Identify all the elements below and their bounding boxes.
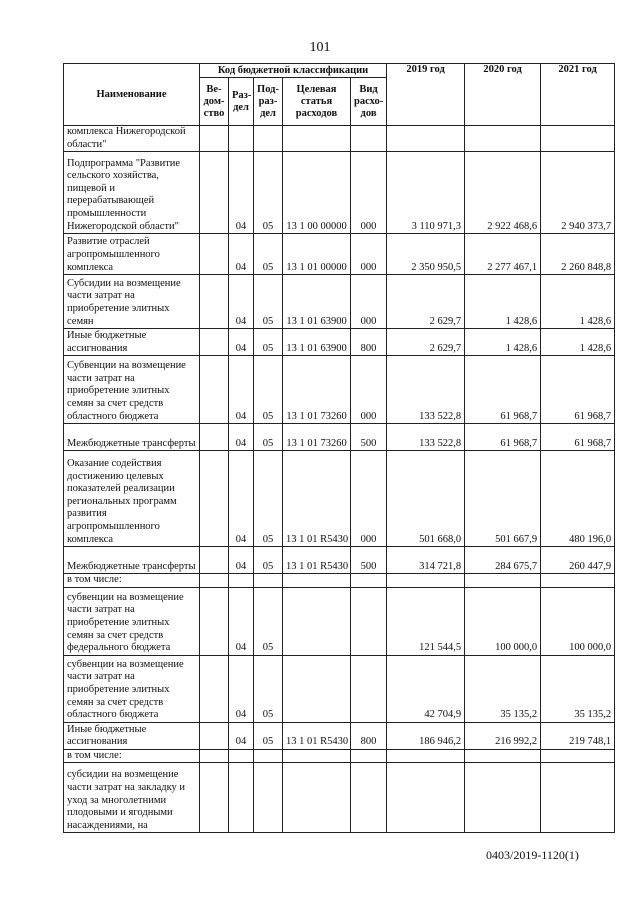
cell-razdel: 04: [229, 329, 254, 356]
cell-podrazdel: 05: [254, 152, 283, 234]
cell-celevaya: 13 1 01 63900: [283, 275, 351, 329]
cell-razdel: [229, 126, 254, 152]
cell-vid: 500: [351, 547, 387, 574]
header-podrazdel: Под-раз-дел: [254, 78, 283, 126]
cell-vedomstvo: [200, 574, 229, 588]
cell-2021: 480 196,0: [541, 451, 615, 547]
cell-podrazdel: 05: [254, 424, 283, 451]
cell-2020: 501 667,9: [465, 451, 541, 547]
cell-2021: [541, 763, 615, 833]
cell-celevaya: 13 1 01 R5430: [283, 451, 351, 547]
document-code: 0403/2019-1120(1): [486, 848, 579, 862]
cell-celevaya: 13 1 01 R5430: [283, 547, 351, 574]
cell-vid: 800: [351, 722, 387, 749]
cell-podrazdel: 05: [254, 275, 283, 329]
header-vedomstvo: Ве-дом-ство: [200, 78, 229, 126]
cell-celevaya: 13 1 01 73260: [283, 356, 351, 424]
cell-vedomstvo: [200, 424, 229, 451]
cell-razdel: [229, 574, 254, 588]
cell-vedomstvo: [200, 722, 229, 749]
cell-2021: 2 940 373,7: [541, 152, 615, 234]
cell-celevaya: [283, 749, 351, 763]
cell-name: Развитие отраслей агропромышленного комплекса: [64, 234, 200, 275]
header-kbk-group: Код бюджетной классификации: [200, 64, 387, 78]
table-row: [64, 424, 615, 451]
cell-celevaya: 13 1 01 00000: [283, 234, 351, 275]
cell-celevaya: [283, 574, 351, 588]
table-row: [64, 655, 615, 722]
cell-2021: 2 260 848,8: [541, 234, 615, 275]
cell-2021: 61 968,7: [541, 356, 615, 424]
cell-celevaya: 13 1 01 73260: [283, 424, 351, 451]
cell-2020: [465, 574, 541, 588]
table-row: [64, 749, 615, 763]
cell-2019: 3 110 971,3: [387, 152, 465, 234]
header-razdel: Раз-дел: [229, 78, 254, 126]
cell-2019: 121 544,5: [387, 587, 465, 655]
cell-vid: 000: [351, 152, 387, 234]
cell-2019: 2 629,7: [387, 329, 465, 356]
cell-vid: [351, 749, 387, 763]
cell-vid: 800: [351, 329, 387, 356]
cell-2020: [465, 763, 541, 833]
cell-name: Оказание содействия достижению целевых показателей реализации региональных программ развития агропромышленного комплекса: [64, 451, 200, 547]
header-celevaya: Целевая статья расходов: [283, 78, 351, 126]
cell-2020: 100 000,0: [465, 587, 541, 655]
cell-name: Иные бюджетные ассигнования: [64, 329, 200, 356]
cell-vid: [351, 574, 387, 588]
table-row: [64, 722, 615, 749]
cell-razdel: 04: [229, 275, 254, 329]
cell-name: Субвенции на возмещение части затрат на приобретение элитных семян за счет средств областного бюджета: [64, 356, 200, 424]
cell-celevaya: 13 1 01 R5430: [283, 722, 351, 749]
cell-razdel: 04: [229, 722, 254, 749]
cell-name: в том числе:: [64, 749, 200, 763]
cell-name: в том числе:: [64, 574, 200, 588]
cell-vedomstvo: [200, 763, 229, 833]
cell-podrazdel: 05: [254, 655, 283, 722]
cell-vid: 000: [351, 451, 387, 547]
cell-2021: [541, 126, 615, 152]
cell-podrazdel: [254, 749, 283, 763]
cell-2019: [387, 126, 465, 152]
cell-2020: 1 428,6: [465, 275, 541, 329]
header-2021: 2021 год: [541, 64, 615, 126]
cell-2021: [541, 574, 615, 588]
cell-razdel: 04: [229, 587, 254, 655]
cell-podrazdel: 05: [254, 329, 283, 356]
cell-2020: 35 135,2: [465, 655, 541, 722]
cell-2021: [541, 749, 615, 763]
cell-2021: 219 748,1: [541, 722, 615, 749]
cell-2021: 61 968,7: [541, 424, 615, 451]
cell-name: Межбюджетные трансферты: [64, 424, 200, 451]
cell-2020: [465, 749, 541, 763]
cell-vedomstvo: [200, 275, 229, 329]
table-row: [64, 275, 615, 329]
cell-name: комплекса Нижегородской области": [64, 126, 200, 152]
table-row: [64, 547, 615, 574]
cell-vid: [351, 655, 387, 722]
page-number: 101: [309, 40, 331, 55]
cell-celevaya: [283, 126, 351, 152]
cell-vid: [351, 587, 387, 655]
cell-podrazdel: [254, 574, 283, 588]
cell-razdel: 04: [229, 547, 254, 574]
cell-name: субсидии на возмещение части затрат на закладку и уход за многолетними плодовыми и ягодными насаждениями, на: [64, 763, 200, 833]
table-row: [64, 587, 615, 655]
table-row: [64, 356, 615, 424]
cell-celevaya: 13 1 01 63900: [283, 329, 351, 356]
cell-podrazdel: 05: [254, 722, 283, 749]
cell-razdel: [229, 763, 254, 833]
cell-vid: 500: [351, 424, 387, 451]
cell-vedomstvo: [200, 749, 229, 763]
cell-razdel: 04: [229, 451, 254, 547]
cell-vedomstvo: [200, 451, 229, 547]
header-name: Наименование: [64, 64, 200, 126]
cell-name: Подпрограмма "Развитие сельского хозяйства, пищевой и перерабатывающей промышленности Нижегородской области": [64, 152, 200, 234]
table-body: [64, 126, 615, 833]
cell-celevaya: [283, 655, 351, 722]
cell-2019: 501 668,0: [387, 451, 465, 547]
cell-2021: 1 428,6: [541, 329, 615, 356]
cell-2019: 42 704,9: [387, 655, 465, 722]
cell-podrazdel: 05: [254, 234, 283, 275]
cell-2021: 260 447,9: [541, 547, 615, 574]
table-row: [64, 574, 615, 588]
cell-vedomstvo: [200, 587, 229, 655]
table-row: [64, 234, 615, 275]
cell-name: Субсидии на возмещение части затрат на приобретение элитных семян: [64, 275, 200, 329]
cell-2021: 100 000,0: [541, 587, 615, 655]
cell-2019: 133 522,8: [387, 424, 465, 451]
cell-2019: 133 522,8: [387, 356, 465, 424]
cell-2020: 61 968,7: [465, 356, 541, 424]
cell-podrazdel: 05: [254, 587, 283, 655]
cell-razdel: 04: [229, 234, 254, 275]
table-row: [64, 126, 615, 152]
header-vid: Вид расхо-дов: [351, 78, 387, 126]
cell-2021: 1 428,6: [541, 275, 615, 329]
cell-2021: 35 135,2: [541, 655, 615, 722]
cell-name: субвенции на возмещение части затрат на приобретение элитных семян за счет средств областного бюджета: [64, 655, 200, 722]
cell-vid: [351, 763, 387, 833]
header-2019: 2019 год: [387, 64, 465, 126]
cell-2020: 2 922 468,6: [465, 152, 541, 234]
cell-razdel: 04: [229, 152, 254, 234]
cell-2020: 2 277 467,1: [465, 234, 541, 275]
cell-razdel: 04: [229, 655, 254, 722]
cell-vedomstvo: [200, 655, 229, 722]
budget-table: [63, 63, 615, 833]
cell-podrazdel: [254, 763, 283, 833]
cell-podrazdel: 05: [254, 356, 283, 424]
cell-celevaya: [283, 763, 351, 833]
cell-podrazdel: 05: [254, 547, 283, 574]
cell-vedomstvo: [200, 126, 229, 152]
cell-vedomstvo: [200, 356, 229, 424]
cell-vedomstvo: [200, 234, 229, 275]
cell-razdel: 04: [229, 424, 254, 451]
cell-podrazdel: [254, 126, 283, 152]
cell-vid: 000: [351, 234, 387, 275]
cell-vedomstvo: [200, 547, 229, 574]
table-row: [64, 451, 615, 547]
cell-2020: 1 428,6: [465, 329, 541, 356]
cell-vid: [351, 126, 387, 152]
cell-2019: 186 946,2: [387, 722, 465, 749]
table-row: [64, 329, 615, 356]
cell-vid: 000: [351, 356, 387, 424]
cell-razdel: [229, 749, 254, 763]
cell-2019: [387, 763, 465, 833]
table-row: [64, 152, 615, 234]
cell-razdel: 04: [229, 356, 254, 424]
cell-2020: [465, 126, 541, 152]
cell-2019: 314 721,8: [387, 547, 465, 574]
cell-name: Межбюджетные трансферты: [64, 547, 200, 574]
cell-2020: 61 968,7: [465, 424, 541, 451]
cell-2019: 2 629,7: [387, 275, 465, 329]
cell-2019: [387, 574, 465, 588]
header-2020: 2020 год: [465, 64, 541, 126]
cell-podrazdel: 05: [254, 451, 283, 547]
cell-vedomstvo: [200, 329, 229, 356]
cell-2020: 284 675,7: [465, 547, 541, 574]
cell-name: субвенции на возмещение части затрат на приобретение элитных семян за счет средств федерального бюджета: [64, 587, 200, 655]
cell-2020: 216 992,2: [465, 722, 541, 749]
cell-celevaya: [283, 587, 351, 655]
cell-2019: 2 350 950,5: [387, 234, 465, 275]
cell-celevaya: 13 1 00 00000: [283, 152, 351, 234]
table-row: [64, 763, 615, 833]
cell-vid: 000: [351, 275, 387, 329]
cell-vedomstvo: [200, 152, 229, 234]
cell-2019: [387, 749, 465, 763]
cell-name: Иные бюджетные ассигнования: [64, 722, 200, 749]
